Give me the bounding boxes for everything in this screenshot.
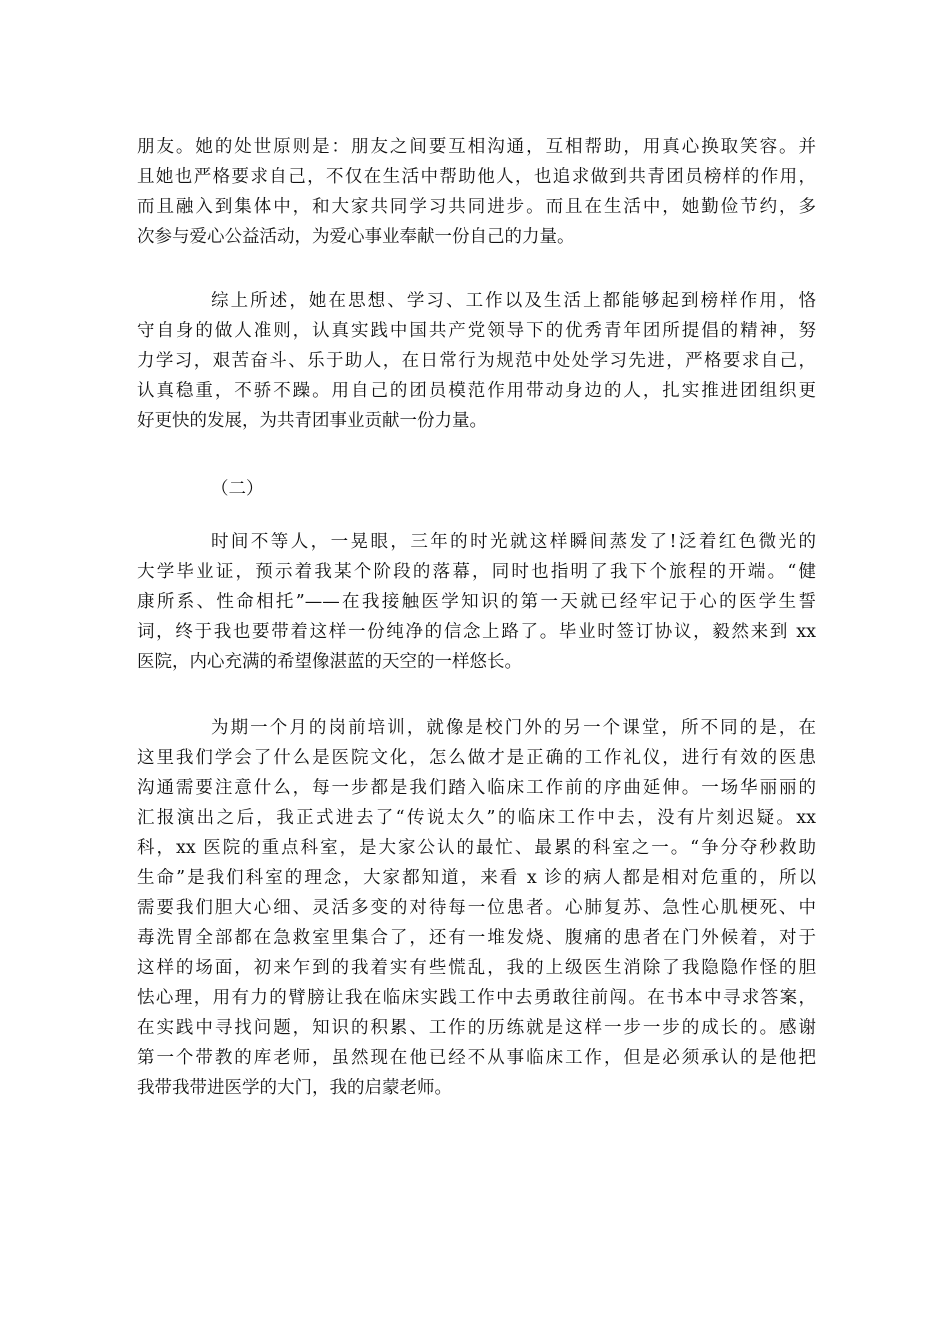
text-line: 这样的场面，初来乍到的我着实有些慌乱，我的上级医生消除了我隐隐作怪的胆 [137,958,816,978]
text-line: 康所系、性命相托”——在我接触医学知识的第一天就已经牢记于心的医学生誓 [137,592,816,612]
text-line: 科，xx 医院的重点科室，是大家公认的最忙、最累的科室之一。“争分夺秒救助 [137,838,816,858]
text-line: 综上所述，她在思想、学习、工作以及生活上都能够起到榜样作用，恪 [211,291,816,311]
text-line: 力学习，艰苦奋斗、乐于助人，在日常行为规范中处处学习先进，严格要求自己， [137,351,816,371]
text-line: 沟通需要注意什么，每一步都是我们踏入临床工作前的序曲延伸。一场华丽丽的 [137,778,816,798]
paragraph-graduation [137,527,816,677]
paragraph-friendship [137,132,816,252]
text-line: 生命”是我们科室的理念，大家都知道，来看 x 诊的病人都是相对危重的，所以 [137,868,816,888]
paragraph-summary [137,286,816,436]
text-line: 在实践中寻找问题，知识的积累、工作的历练就是这样一步一步的成长的。感谢 [137,1018,816,1038]
text-line: 为期一个月的岗前培训，就像是校门外的另一个课堂，所不同的是，在 [211,718,816,738]
text-line: 次参与爱心公益活动，为爱心事业奉献一份自己的力量。 [137,227,575,247]
text-line: 医院，内心充满的希望像湛蓝的天空的一样悠长。 [137,652,522,672]
text-line: 大学毕业证，预示着我某个阶段的落幕，同时也指明了我下个旅程的开端。“健 [137,562,816,582]
text-line: 汇报演出之后，我正式进去了“传说太久”的临床工作中去，没有片刻迟疑。xx [137,808,816,828]
text-line: 时间不等人，一晃眼，三年的时光就这样瞬间蒸发了!泛着红色微光的 [211,532,816,552]
text-line: 且她也严格要求自己，不仅在生活中帮助他人，也追求做到共青团员榜样的作用， [137,167,816,187]
text-line: 需要我们胆大心细、灵活多变的对待每一位患者。心肺复苏、急性心肌梗死、中 [137,898,816,918]
paragraph-training [137,713,816,1103]
text-line: 朋友。她的处世原则是：朋友之间要互相沟通，互相帮助，用真心换取笑容。并 [137,137,816,157]
text-line: 守自身的做人准则，认真实践中国共产党领导下的优秀青年团所提倡的精神，努 [137,321,816,341]
text-line: 好更快的发展，为共青团事业贡献一份力量。 [137,411,487,431]
section-heading [137,474,816,504]
text-line: 词，终于我也要带着这样一份纯净的信念上路了。毕业时签订协议，毅然来到 xx [137,622,816,642]
section-number: （二） [211,479,264,499]
text-line: 第一个带教的库老师，虽然现在他已经不从事临床工作，但是必须承认的是他把 [137,1048,816,1068]
text-line: 这里我们学会了什么是医院文化，怎么做才是正确的工作礼仪，进行有效的医患 [137,748,816,768]
text-line: 我带我带进医学的大门，我的启蒙老师。 [137,1078,452,1098]
text-line: 而且融入到集体中，和大家共同学习共同进步。而且在生活中，她勤俭节约，多 [137,197,816,217]
text-line: 怯心理，用有力的臂膀让我在临床实践工作中去勇敢往前闯。在书本中寻求答案， [137,988,816,1008]
text-line: 毒洗胃全部都在急救室里集合了，还有一堆发烧、腹痛的患者在门外候着，对于 [137,928,816,948]
text-line: 认真稳重，不骄不躁。用自己的团员模范作用带动身边的人，扎实推进团组织更 [137,381,816,401]
